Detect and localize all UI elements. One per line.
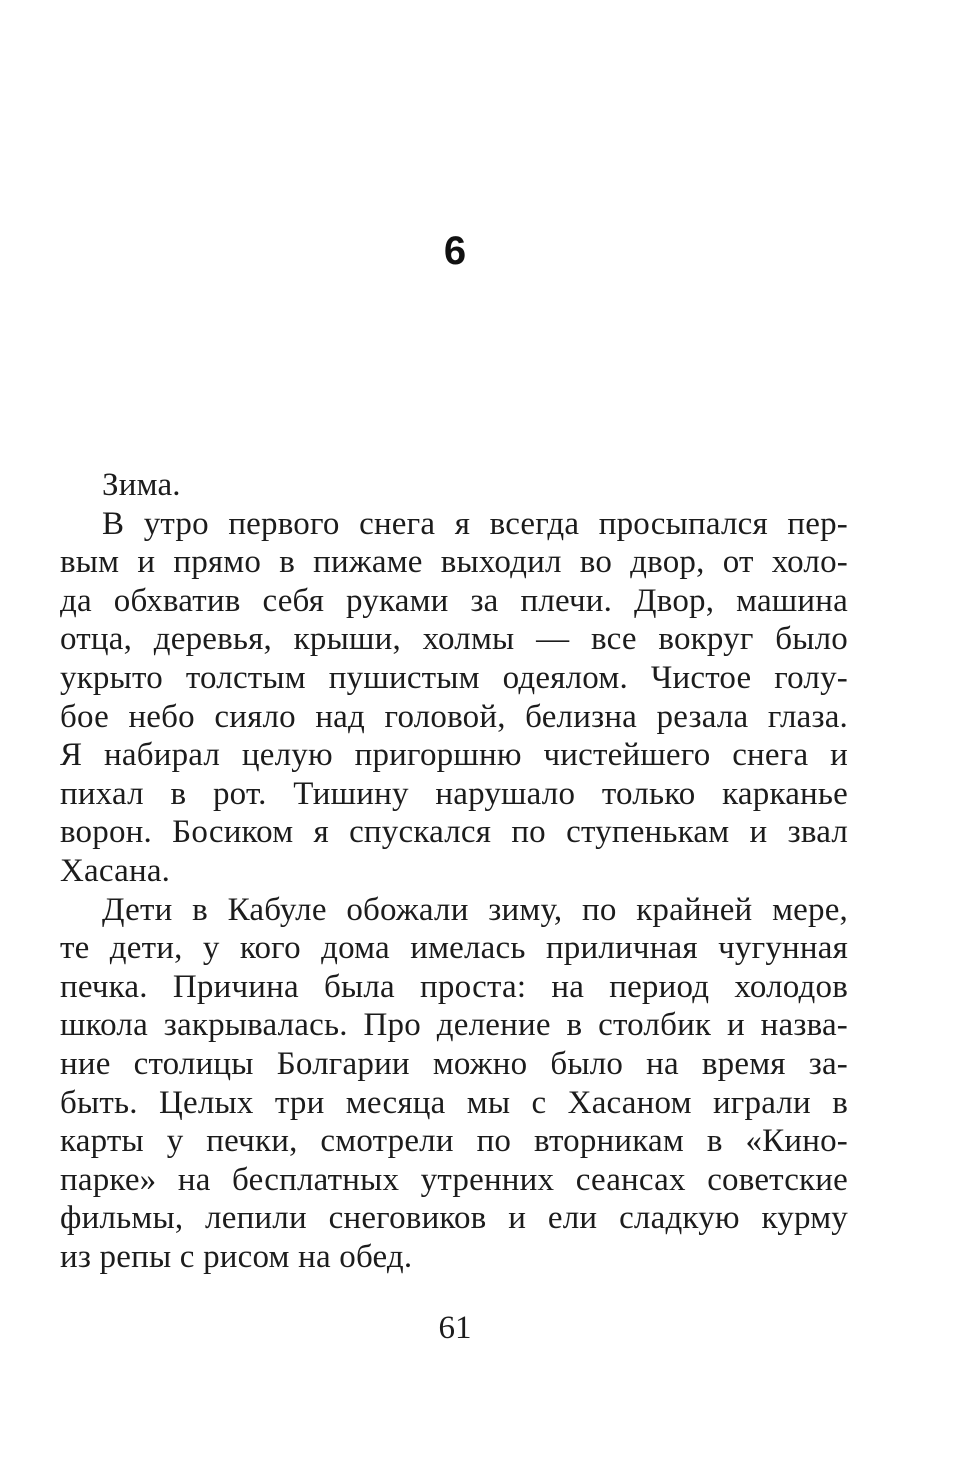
text-line: бое небо сияло над головой, белизна резала глаза.: [60, 698, 848, 735]
text-line: Хасана.: [60, 852, 171, 889]
chapter-number: 6: [443, 229, 467, 273]
text-line: школа закрывалась. Про деление в столбик и назва-: [60, 1007, 848, 1044]
text-line: Дети в Кабуле обожали зиму, по крайней мере,: [102, 891, 848, 928]
text-line: В утро первого снега я всегда просыпался пер-: [102, 505, 848, 542]
page-number: 61: [438, 1310, 472, 1346]
text-line: парке» на бесплатных утренних сеансах советские: [60, 1161, 848, 1198]
text-line: быть. Целых три месяца мы с Хасаном играли в: [60, 1084, 848, 1121]
text-line: Зима.: [102, 467, 181, 503]
text-line: отца, деревья, крыши, холмы — все вокруг было: [60, 621, 848, 658]
text-line: карты у печки, смотрели по вторникам в «Кино-: [60, 1123, 848, 1160]
text-line: Я набирал целую пригоршню чистейшего снега и: [60, 737, 848, 774]
text-line: печка. Причина была проста: на период холодов: [60, 968, 848, 1005]
body-text: [60, 466, 848, 1276]
text-line: вым и прямо в пижаме выходил во двор, от холо-: [60, 544, 848, 581]
text-line: ние столицы Болгарии можно было на время за-: [60, 1045, 848, 1082]
text-line: да обхватив себя руками за плечи. Двор, машина: [60, 582, 848, 619]
text-line: ворон. Босиком я спускался по ступенькам и звал: [60, 814, 848, 851]
text-line: укрыто толстым пушистым одеялом. Чистое голу-: [60, 659, 848, 696]
text-line: из репы с рисом на обед.: [60, 1238, 413, 1275]
text-line: пихал в рот. Тишину нарушало только карканье: [60, 775, 848, 812]
text-line: те дети, у кого дома имелась приличная чугунная: [60, 930, 848, 967]
text-line: фильмы, лепили снеговиков и ели сладкую курму: [60, 1200, 848, 1237]
